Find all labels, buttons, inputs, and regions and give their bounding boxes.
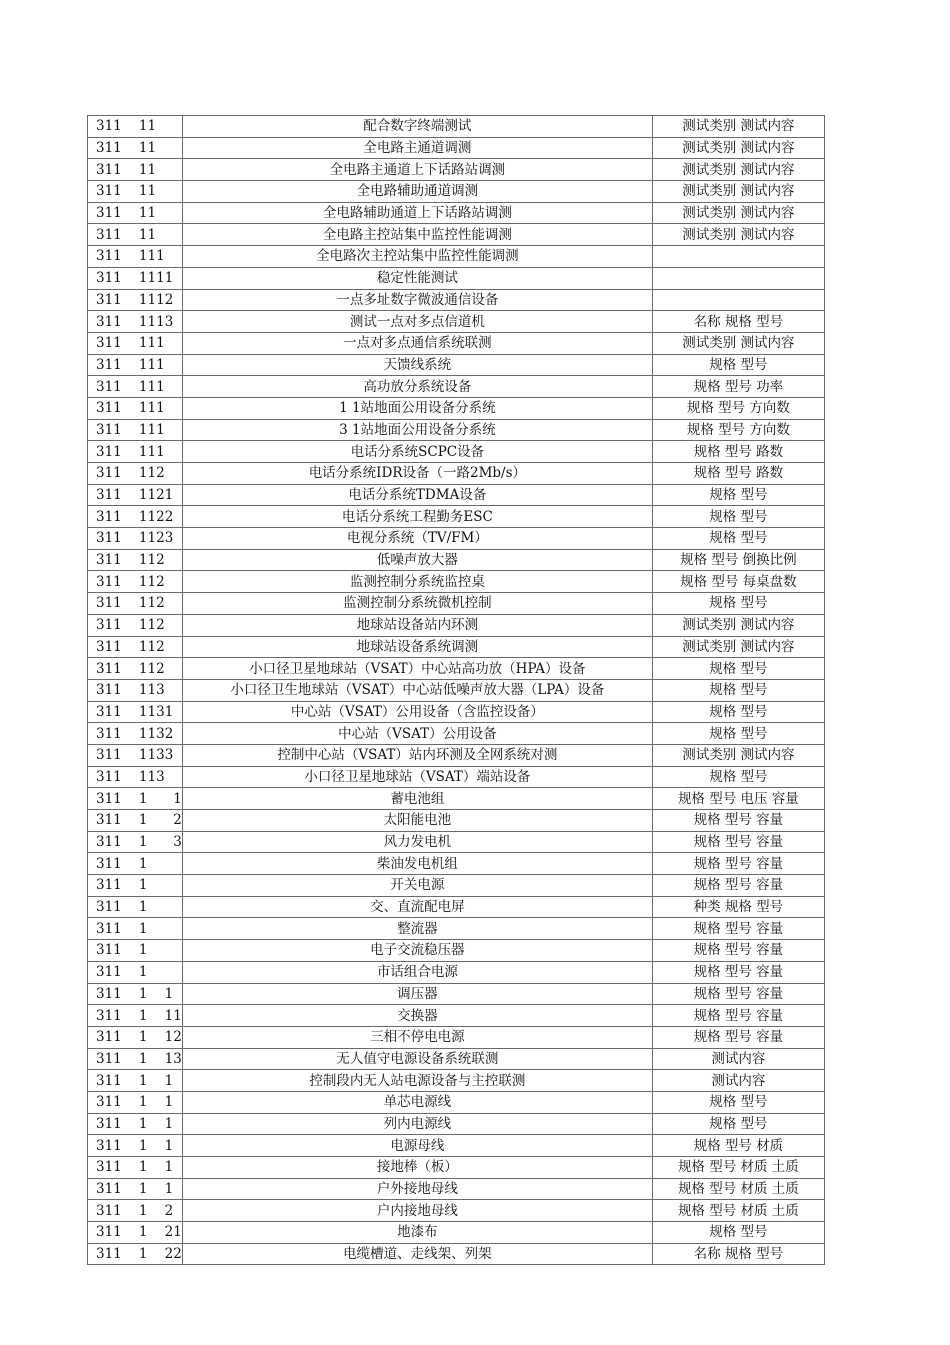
spec-table: [87, 115, 825, 1265]
item-spec-cell: [652, 267, 824, 289]
item-name-cell: 小口径卫星地球站（VSAT）端站设备: [182, 766, 652, 788]
item-code-cell: 311 1 1: [88, 983, 183, 1005]
item-name-cell: 电话分系统SCPC设备: [182, 441, 652, 463]
item-spec-cell: 规格 型号: [652, 506, 824, 528]
table-row: [88, 1200, 825, 1222]
item-code-cell: 311 111: [88, 419, 183, 441]
item-spec-cell: 测试类别 测试内容: [652, 181, 824, 203]
table-row: [88, 311, 825, 333]
item-name-cell: 中心站（VSAT）公用设备: [182, 723, 652, 745]
item-spec-cell: 规格 型号 路数: [652, 463, 824, 485]
item-name-cell: 户内接地母线: [182, 1200, 652, 1222]
item-code-cell: 311 1122: [88, 506, 183, 528]
item-name-cell: 电源母线: [182, 1135, 652, 1157]
table-row: [88, 831, 825, 853]
item-code-cell: 311 1121: [88, 484, 183, 506]
item-name-cell: 全电路主通道上下话路站调测: [182, 159, 652, 181]
item-name-cell: 电视分系统（TV/FM）: [182, 528, 652, 550]
item-name-cell: 地球站设备系统调测: [182, 636, 652, 658]
item-code-cell: 311 1123: [88, 528, 183, 550]
item-spec-cell: 规格 型号: [652, 679, 824, 701]
item-name-cell: 全电路辅助通道上下话路站调测: [182, 202, 652, 224]
table-row: [88, 116, 825, 138]
table-row: [88, 744, 825, 766]
table-row: [88, 983, 825, 1005]
item-code-cell: 311 1132: [88, 723, 183, 745]
item-spec-cell: 测试类别 测试内容: [652, 614, 824, 636]
item-name-cell: 控制中心站（VSAT）站内环测及全网系统对测: [182, 744, 652, 766]
item-spec-cell: 规格 型号 倒换比例: [652, 549, 824, 571]
item-name-cell: 列内电源线: [182, 1113, 652, 1135]
item-code-cell: 311 111: [88, 397, 183, 419]
item-name-cell: 太阳能电池: [182, 810, 652, 832]
item-code-cell: 311 1111: [88, 267, 183, 289]
item-code-cell: 311 1 1: [88, 1070, 183, 1092]
item-spec-cell: 规格 型号: [652, 593, 824, 615]
table-row: [88, 1135, 825, 1157]
item-spec-cell: 测试类别 测试内容: [652, 116, 824, 138]
item-code-cell: 311 1: [88, 896, 183, 918]
item-name-cell: 高功放分系统设备: [182, 376, 652, 398]
item-name-cell: 交换器: [182, 1005, 652, 1027]
table-row: [88, 137, 825, 159]
table-row: [88, 1091, 825, 1113]
item-code-cell: 311 1131: [88, 701, 183, 723]
item-name-cell: 整流器: [182, 918, 652, 940]
item-spec-cell: 规格 型号: [652, 1091, 824, 1113]
item-code-cell: 311 113: [88, 679, 183, 701]
item-code-cell: 311 1 1: [88, 1135, 183, 1157]
item-spec-cell: 规格 型号: [652, 723, 824, 745]
table-row: [88, 528, 825, 550]
item-code-cell: 311 1 11: [88, 1005, 183, 1027]
item-code-cell: 311 11: [88, 116, 183, 138]
item-code-cell: 311 11: [88, 224, 183, 246]
item-spec-cell: 测试类别 测试内容: [652, 159, 824, 181]
item-spec-cell: 规格 型号: [652, 528, 824, 550]
item-name-cell: 全电路主通道调测: [182, 137, 652, 159]
item-code-cell: 311 1 1: [88, 1091, 183, 1113]
item-spec-cell: 规格 型号: [652, 701, 824, 723]
table-row: [88, 181, 825, 203]
item-name-cell: 中心站（VSAT）公用设备（含监控设备）: [182, 701, 652, 723]
item-spec-cell: [652, 246, 824, 268]
item-code-cell: 311 1 21: [88, 1222, 183, 1244]
item-code-cell: 311 1133: [88, 744, 183, 766]
item-code-cell: 311 1 1: [88, 1157, 183, 1179]
item-spec-cell: 规格 型号 容量: [652, 1005, 824, 1027]
item-spec-cell: 规格 型号: [652, 1113, 824, 1135]
item-name-cell: 电话分系统工程勤务ESC: [182, 506, 652, 528]
table-row: [88, 853, 825, 875]
item-code-cell: 311 111: [88, 246, 183, 268]
table-row: [88, 766, 825, 788]
item-spec-cell: 规格 型号 容量: [652, 1026, 824, 1048]
item-name-cell: 全电路辅助通道调测: [182, 181, 652, 203]
table-row: [88, 961, 825, 983]
item-code-cell: 311 1112: [88, 289, 183, 311]
item-name-cell: 接地棒（板）: [182, 1157, 652, 1179]
item-spec-cell: 规格 型号 容量: [652, 853, 824, 875]
item-name-cell: 电缆槽道、走线架、列架: [182, 1243, 652, 1265]
table-row: [88, 506, 825, 528]
table-row: [88, 202, 825, 224]
item-code-cell: 311 1 1: [88, 1113, 183, 1135]
item-name-cell: 风力发电机: [182, 831, 652, 853]
item-spec-cell: 规格 型号 材质 土质: [652, 1200, 824, 1222]
table-row: [88, 463, 825, 485]
item-name-cell: 开关电源: [182, 875, 652, 897]
item-name-cell: 地漆布: [182, 1222, 652, 1244]
table-row: [88, 419, 825, 441]
item-code-cell: 311 1: [88, 940, 183, 962]
table-row: [88, 1113, 825, 1135]
table-row: [88, 1157, 825, 1179]
table-row: [88, 571, 825, 593]
item-spec-cell: 规格 型号 方向数: [652, 397, 824, 419]
item-spec-cell: 测试类别 测试内容: [652, 636, 824, 658]
item-spec-cell: 规格 型号: [652, 658, 824, 680]
item-spec-cell: 测试类别 测试内容: [652, 224, 824, 246]
item-code-cell: 311 1: [88, 918, 183, 940]
table-row: [88, 701, 825, 723]
item-spec-cell: 规格 型号 容量: [652, 918, 824, 940]
table-row: [88, 896, 825, 918]
item-code-cell: 311 11: [88, 181, 183, 203]
item-spec-cell: 规格 型号 电压 容量: [652, 788, 824, 810]
item-spec-cell: 测试内容: [652, 1048, 824, 1070]
item-name-cell: 低噪声放大器: [182, 549, 652, 571]
table-row: [88, 810, 825, 832]
item-code-cell: 311 112: [88, 614, 183, 636]
table-row: [88, 484, 825, 506]
item-spec-cell: 规格 型号 容量: [652, 810, 824, 832]
table-row: [88, 267, 825, 289]
item-name-cell: 电子交流稳压器: [182, 940, 652, 962]
item-code-cell: 311 112: [88, 463, 183, 485]
item-code-cell: 311 1: [88, 875, 183, 897]
item-name-cell: 全电路主控站集中监控性能调测: [182, 224, 652, 246]
item-spec-cell: [652, 289, 824, 311]
item-code-cell: 311 1 3: [88, 831, 183, 853]
table-row: [88, 159, 825, 181]
table-row: [88, 593, 825, 615]
item-name-cell: 测试一点对多点信道机: [182, 311, 652, 333]
item-code-cell: 311 113: [88, 766, 183, 788]
spec-table-body: [88, 116, 825, 1265]
item-spec-cell: 测试类别 测试内容: [652, 202, 824, 224]
table-row: [88, 376, 825, 398]
table-row: [88, 875, 825, 897]
item-code-cell: 311 111: [88, 332, 183, 354]
item-spec-cell: 规格 型号: [652, 354, 824, 376]
table-row: [88, 636, 825, 658]
item-name-cell: 小口径卫星地球站（VSAT）中心站高功放（HPA）设备: [182, 658, 652, 680]
table-row: [88, 246, 825, 268]
table-row: [88, 332, 825, 354]
item-name-cell: 监测控制分系统微机控制: [182, 593, 652, 615]
item-name-cell: 地球站设备站内环测: [182, 614, 652, 636]
item-spec-cell: 规格 型号 功率: [652, 376, 824, 398]
table-row: [88, 679, 825, 701]
item-code-cell: 311 111: [88, 376, 183, 398]
item-name-cell: 一点多址数字微波通信设备: [182, 289, 652, 311]
item-spec-cell: 规格 型号 材质: [652, 1135, 824, 1157]
table-row: [88, 549, 825, 571]
item-spec-cell: 种类 规格 型号: [652, 896, 824, 918]
table-row: [88, 1048, 825, 1070]
item-name-cell: 单芯电源线: [182, 1091, 652, 1113]
item-name-cell: 交、直流配电屏: [182, 896, 652, 918]
item-code-cell: 311 1 12: [88, 1026, 183, 1048]
item-code-cell: 311 1: [88, 961, 183, 983]
item-code-cell: 311 11: [88, 202, 183, 224]
item-code-cell: 311 1 1: [88, 788, 183, 810]
item-code-cell: 311 1 1: [88, 1178, 183, 1200]
item-name-cell: 1 1站地面公用设备分系统: [182, 397, 652, 419]
item-name-cell: 调压器: [182, 983, 652, 1005]
item-spec-cell: 测试类别 测试内容: [652, 332, 824, 354]
item-spec-cell: 测试类别 测试内容: [652, 744, 824, 766]
item-name-cell: 三相不停电电源: [182, 1026, 652, 1048]
item-spec-cell: 规格 型号 方向数: [652, 419, 824, 441]
item-name-cell: 无人值守电源设备系统联测: [182, 1048, 652, 1070]
table-row: [88, 224, 825, 246]
item-code-cell: 311 112: [88, 658, 183, 680]
item-spec-cell: 规格 型号: [652, 1222, 824, 1244]
item-name-cell: 电话分系统TDMA设备: [182, 484, 652, 506]
table-row: [88, 614, 825, 636]
table-row: [88, 788, 825, 810]
table-row: [88, 441, 825, 463]
item-code-cell: 311 11: [88, 137, 183, 159]
item-name-cell: 电话分系统IDR设备（一路2Mb/s）: [182, 463, 652, 485]
item-code-cell: 311 1 13: [88, 1048, 183, 1070]
item-code-cell: 311 1113: [88, 311, 183, 333]
item-spec-cell: 名称 规格 型号: [652, 311, 824, 333]
item-spec-cell: 规格 型号: [652, 766, 824, 788]
item-name-cell: 蓄电池组: [182, 788, 652, 810]
item-name-cell: 监测控制分系统监控桌: [182, 571, 652, 593]
item-code-cell: 311 11: [88, 159, 183, 181]
item-code-cell: 311 112: [88, 549, 183, 571]
item-spec-cell: 规格 型号 材质 土质: [652, 1178, 824, 1200]
item-code-cell: 311 111: [88, 441, 183, 463]
item-name-cell: 控制段内无人站电源设备与主控联测: [182, 1070, 652, 1092]
item-code-cell: 311 112: [88, 571, 183, 593]
item-code-cell: 311 1: [88, 853, 183, 875]
table-row: [88, 1070, 825, 1092]
item-code-cell: 311 1 22: [88, 1243, 183, 1265]
item-spec-cell: 规格 型号 容量: [652, 983, 824, 1005]
table-row: [88, 918, 825, 940]
item-spec-cell: 规格 型号 路数: [652, 441, 824, 463]
item-name-cell: 3 1站地面公用设备分系统: [182, 419, 652, 441]
table-row: [88, 1178, 825, 1200]
item-spec-cell: 规格 型号 材质 土质: [652, 1157, 824, 1179]
item-name-cell: 柴油发电机组: [182, 853, 652, 875]
table-row: [88, 1243, 825, 1265]
item-name-cell: 全电路次主控站集中监控性能调测: [182, 246, 652, 268]
item-spec-cell: 规格 型号 每桌盘数: [652, 571, 824, 593]
table-row: [88, 723, 825, 745]
item-name-cell: 市话组合电源: [182, 961, 652, 983]
item-name-cell: 天馈线系统: [182, 354, 652, 376]
item-spec-cell: 规格 型号 容量: [652, 875, 824, 897]
table-row: [88, 1222, 825, 1244]
item-name-cell: 配合数字终端测试: [182, 116, 652, 138]
item-spec-cell: 名称 规格 型号: [652, 1243, 824, 1265]
item-code-cell: 311 1 2: [88, 810, 183, 832]
table-row: [88, 1005, 825, 1027]
item-name-cell: 一点对多点通信系统联测: [182, 332, 652, 354]
item-code-cell: 311 1 2: [88, 1200, 183, 1222]
table-row: [88, 940, 825, 962]
item-code-cell: 311 112: [88, 636, 183, 658]
item-name-cell: 稳定性能测试: [182, 267, 652, 289]
table-row: [88, 354, 825, 376]
item-spec-cell: 规格 型号 容量: [652, 961, 824, 983]
item-spec-cell: 测试类别 测试内容: [652, 137, 824, 159]
item-name-cell: 户外接地母线: [182, 1178, 652, 1200]
table-row: [88, 658, 825, 680]
item-spec-cell: 规格 型号 容量: [652, 940, 824, 962]
table-row: [88, 1026, 825, 1048]
item-name-cell: 小口径卫生地球站（VSAT）中心站低噪声放大器（LPA）设备: [182, 679, 652, 701]
item-spec-cell: 规格 型号: [652, 484, 824, 506]
table-row: [88, 397, 825, 419]
item-spec-cell: 测试内容: [652, 1070, 824, 1092]
table-row: [88, 289, 825, 311]
item-spec-cell: 规格 型号 容量: [652, 831, 824, 853]
item-code-cell: 311 112: [88, 593, 183, 615]
item-code-cell: 311 111: [88, 354, 183, 376]
